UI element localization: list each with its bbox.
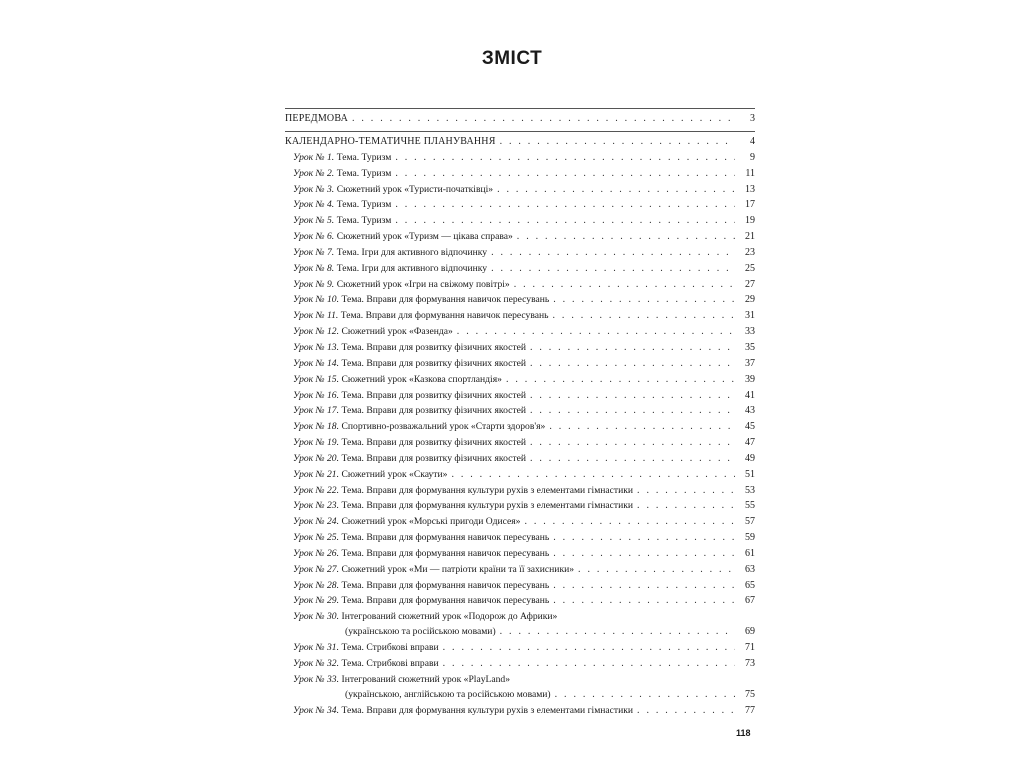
toc-lesson[interactable] [285,261,755,277]
lesson-title: Сюжетний урок «Ігри на свіжому повітрі» [336,278,510,290]
section-label: КАЛЕНДАРНО-ТЕМАТИЧНЕ ПЛАНУВАННЯ [285,136,496,147]
lesson-number: Урок № 34. [293,705,339,716]
lesson-number: Урок № 23. [293,500,339,512]
dot-leader [443,656,735,672]
lesson-number: Урок № 1. [293,151,335,163]
page-ref: 73 [745,658,755,670]
page-number: 118 [736,728,751,738]
page-ref: 11 [745,167,755,179]
page-ref: 77 [745,705,755,716]
dot-leader [578,562,735,578]
lesson-list [285,150,755,719]
toc-lesson[interactable] [285,483,755,499]
toc-lesson[interactable] [285,372,755,388]
lesson-number: Урок № 25. [293,532,339,544]
lesson-title: Інтегрований сюжетний урок «PlayLand» [341,673,511,685]
lesson-number: Урок № 27. [293,563,339,575]
page-ref: 31 [745,310,755,322]
dot-leader [553,546,735,562]
lesson-number: Урок № 22. [293,484,339,496]
lesson-title: Тема. Вправи для формування культури рухів з елементами гімнастики [341,500,634,512]
toc-lesson[interactable] [285,277,755,293]
dot-leader [352,111,735,127]
dot-leader [517,229,735,245]
page-ref: 37 [745,357,755,369]
toc-lesson[interactable] [285,530,755,546]
lesson-title: Тема. Вправи для розвитку фізичних якостей [341,357,526,369]
toc-lesson[interactable] [285,578,755,594]
toc-lesson[interactable] [285,213,755,229]
page-ref: 29 [745,294,755,306]
lesson-title: Тема. Туризм [336,199,392,211]
page-ref: 57 [745,516,755,528]
lesson-title: Тема. Вправи для формування навичок пересувань [341,547,550,559]
page-ref: 43 [745,405,755,417]
dot-leader [524,514,735,530]
page-ref: 23 [745,246,755,258]
page-ref: 51 [745,468,755,480]
lesson-number: Урок № 6. [293,231,335,243]
toc-lesson[interactable] [285,198,755,214]
toc-lesson[interactable] [285,340,755,356]
toc-lesson[interactable] [285,182,755,198]
lesson-title: Тема. Вправи для формування навичок пересувань [341,532,550,544]
page-ref: 63 [745,563,755,575]
lesson-number: Урок № 20. [293,452,339,464]
dot-leader [514,277,735,293]
toc-lesson[interactable] [285,245,755,261]
toc-lesson[interactable] [285,293,755,309]
page-ref: 55 [745,500,755,512]
lesson-number: Урок № 3. [293,183,335,195]
lesson-title: Спортивно-розважальний урок «Старти здоров'я» [341,421,546,433]
dot-leader [506,372,735,388]
lesson-number: Урок № 32. [293,658,339,670]
page-ref: 61 [745,547,755,559]
dot-leader [395,166,735,182]
toc-lesson[interactable] [285,435,755,451]
page-ref: 13 [745,183,755,195]
page-ref: 39 [745,373,755,385]
toc-lesson[interactable] [285,419,755,435]
lesson-title: Тема. Вправи для розвитку фізичних якостей [341,452,526,464]
lesson-number: Урок № 18. [293,421,339,433]
dot-leader [530,340,735,356]
dot-leader [395,197,735,213]
dot-leader [553,578,735,594]
page-ref: 75 [745,689,755,701]
lesson-title: Тема. Вправи для формування навичок пересувань [341,595,550,607]
toc-lesson[interactable] [285,656,755,672]
lesson-title: Тема. Вправи для розвитку фізичних якостей [341,341,526,353]
lesson-number: Урок № 16. [293,389,339,401]
lesson-title: Тема. Вправи для формування навичок пересувань [341,579,550,591]
page-title: ЗМІСТ [481,48,543,69]
page-ref: 41 [745,389,755,401]
dot-leader [395,150,735,166]
toc-section[interactable] [285,109,755,127]
dot-leader [637,703,735,719]
page-ref: 25 [745,262,755,274]
lesson-number: Урок № 9. [293,278,335,290]
lesson-title: Сюжетний урок «Морські пригоди Одисея» [341,516,521,528]
table-of-contents [285,108,755,719]
lesson-title: Тема. Стрибкові вправи [341,642,439,654]
toc-lesson[interactable] [285,308,755,324]
dot-leader [553,530,735,546]
lesson-title: Сюжетний урок «Туризм — цікава справа» [336,231,513,243]
toc-lesson[interactable] [285,562,755,578]
dot-leader [395,213,735,229]
toc-lesson[interactable] [285,546,755,562]
toc-lesson[interactable] [285,388,755,404]
lesson-title: Тема. Вправи для формування культури рухів з елементами гімнастики [341,705,634,716]
lesson-number: Урок № 29. [293,595,339,607]
lesson-number: Урок № 8. [293,262,335,274]
dot-leader [530,451,735,467]
dot-leader [497,182,735,198]
page-ref: 21 [745,231,755,243]
page-ref: 47 [745,437,755,449]
lesson-title: Сюжетний урок «Туристи-початківці» [336,183,494,195]
dot-leader [457,324,735,340]
lesson-number: Урок № 12. [293,326,339,338]
lesson-number: Урок № 21. [293,468,339,480]
page-ref: 69 [745,626,755,638]
page-ref: 33 [745,326,755,338]
lesson-number: Урок № 17. [293,405,339,417]
dot-leader [491,261,735,277]
toc-lesson[interactable] [285,356,755,372]
page-ref: 4 [750,136,755,147]
lesson-number: Урок № 10. [293,294,339,306]
dot-leader [553,593,735,609]
lesson-title: Тема. Стрибкові вправи [341,658,439,670]
page-ref: 19 [745,215,755,227]
dot-leader [549,419,735,435]
lesson-number: Урок № 33. [293,673,339,685]
page-ref: 9 [750,151,755,163]
toc-section[interactable] [285,132,755,150]
dot-leader [530,435,735,451]
toc-lesson[interactable] [285,324,755,340]
toc-lesson[interactable] [285,166,755,182]
section-label: ПЕРЕДМОВА [285,113,348,124]
lesson-title: Тема. Туризм [336,215,392,227]
dot-leader [637,483,735,499]
toc-lesson[interactable] [285,499,755,515]
lesson-number: Урок № 15. [293,373,339,385]
page-ref: 71 [745,642,755,654]
lesson-number: Урок № 11. [293,310,339,322]
page-ref: 53 [745,484,755,496]
dot-leader [530,403,735,419]
lesson-title: Тема. Туризм [336,167,392,179]
lesson-title: Сюжетний урок «Скаути» [341,468,448,480]
lesson-number: Урок № 5. [293,215,335,227]
lesson-number: Урок № 28. [293,579,339,591]
lesson-title-continued: (українською, англійською та російською мовами) [345,689,551,701]
lesson-title: Тема. Вправи для формування навичок пересувань [341,294,550,306]
lesson-title: Сюжетний урок «Казкова спортландія» [341,373,502,385]
lesson-title-continued: (українською та російською мовами) [345,626,496,638]
toc-lesson[interactable] [285,514,755,530]
page-ref: 65 [745,579,755,591]
dot-leader [530,356,735,372]
toc-lesson[interactable] [285,404,755,420]
dot-leader [530,388,735,404]
toc-lesson[interactable] [285,640,755,656]
lesson-title: Тема. Вправи для формування навичок пересувань [340,310,549,322]
lesson-title: Тема. Вправи для формування культури рухів з елементами гімнастики [341,484,634,496]
toc-lesson[interactable] [285,609,755,640]
dot-leader [491,245,735,261]
page-ref: 27 [745,278,755,290]
lesson-title: Тема. Вправи для розвитку фізичних якостей [341,405,526,417]
lesson-title: Тема. Вправи для розвитку фізичних якостей [341,389,526,401]
dot-leader [553,308,735,324]
lesson-title: Сюжетний урок «Ми — патріоти країни та її захисники» [341,563,575,575]
dot-leader [451,467,735,483]
lesson-number: Урок № 2. [293,167,335,179]
lesson-number: Урок № 31. [293,642,339,654]
lesson-number: Урок № 13. [293,341,339,353]
toc-lesson[interactable] [285,467,755,483]
page-ref: 35 [745,341,755,353]
lesson-number: Урок № 7. [293,246,335,258]
dot-leader [555,687,735,703]
lesson-title: Сюжетний урок «Фазенда» [341,326,453,338]
toc-lesson[interactable] [285,150,755,166]
page-ref: 59 [745,532,755,544]
toc-lesson[interactable] [285,703,755,719]
lesson-number: Урок № 24. [293,516,339,528]
toc-lesson[interactable] [285,229,755,245]
page-ref: 3 [750,113,755,124]
page-ref: 49 [745,452,755,464]
dot-leader [637,498,735,514]
page-ref: 17 [745,199,755,211]
page-ref: 67 [745,595,755,607]
lesson-number: Урок № 14. [293,357,339,369]
dot-leader [553,292,735,308]
lesson-title: Тема. Вправи для розвитку фізичних якостей [341,437,526,449]
lesson-number: Урок № 4. [293,199,335,211]
dot-leader [500,134,735,150]
toc-lesson[interactable] [285,451,755,467]
dot-leader [500,624,735,640]
lesson-title: Тема. Туризм [336,151,392,163]
lesson-title: Тема. Ігри для активного відпочинку [336,246,488,258]
lesson-number: Урок № 30. [293,610,339,622]
lesson-number: Урок № 19. [293,437,339,449]
lesson-number: Урок № 26. [293,547,339,559]
dot-leader [443,640,735,656]
page-ref: 45 [745,421,755,433]
lesson-title: Тема. Ігри для активного відпочинку [336,262,488,274]
toc-lesson[interactable] [285,672,755,703]
toc-lesson[interactable] [285,594,755,610]
lesson-title: Інтегрований сюжетний урок «Подорож до Африки» [341,610,558,622]
